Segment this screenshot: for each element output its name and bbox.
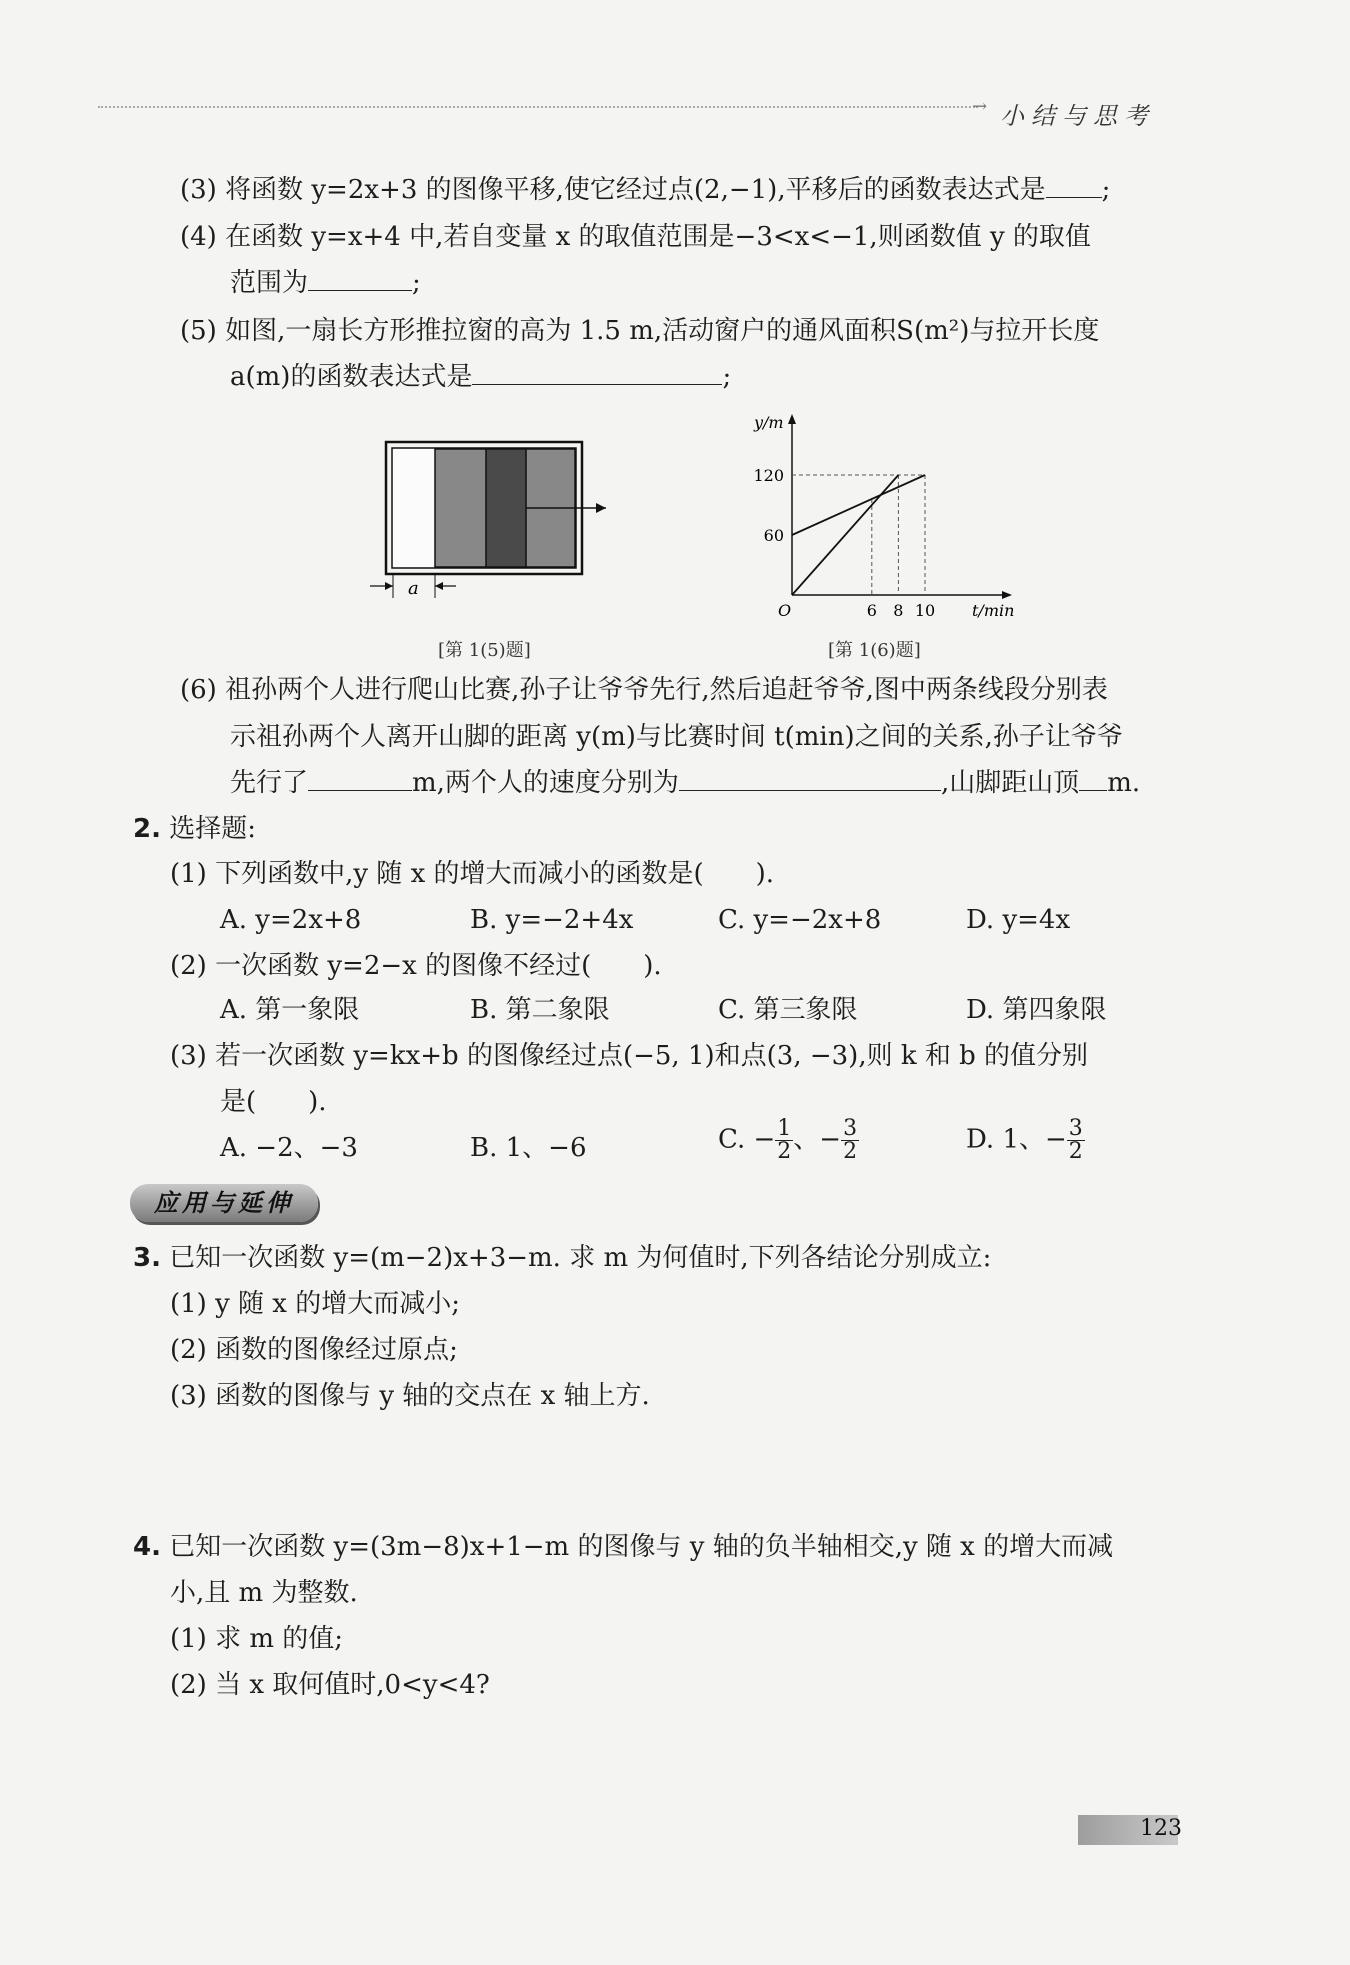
q1-part6-line1: (6) 祖孙两个人进行爬山比赛,孙子让爷爷先行,然后追赶爷爷,图中两条线段分别表 — [180, 675, 1108, 705]
q2-part3-line2: 是( ). — [220, 1087, 327, 1117]
answer-blank — [679, 766, 941, 791]
figure1-caption: [第 1(5)题] — [438, 640, 531, 661]
q2-part3-option-b: B. 1、−6 — [470, 1133, 587, 1163]
window-figure — [360, 430, 620, 600]
q2-part2-option-b: B. 第二象限 — [470, 995, 610, 1025]
answer-blank — [1046, 173, 1102, 198]
q2-part1-option-c: C. y=−2x+8 — [718, 905, 882, 935]
x-tick-label-10: 10 — [914, 601, 936, 620]
x-axis-label: t/min — [972, 601, 1015, 620]
q3-stem: 3. 已知一次函数 y=(m−2)x+3−m. 求 m 为何值时,下列各结论分别成立: — [133, 1243, 992, 1273]
x-axis-arrow-icon — [1002, 591, 1012, 599]
q1-part4-line1: (4) 在函数 y=x+4 中,若自变量 x 的取值范围是−3<x<−1,则函数值 y 的取值 — [180, 222, 1091, 252]
window-pane-sliding — [486, 449, 526, 567]
q1-part4-line2: 范围为 ; — [230, 268, 421, 298]
y-axis-label: y/m — [754, 413, 784, 432]
answer-blank — [308, 766, 412, 791]
q3-part3: (3) 函数的图像与 y 轴的交点在 x 轴上方. — [170, 1381, 650, 1411]
distance-time-chart — [740, 410, 1030, 625]
origin-label: O — [778, 601, 792, 620]
q3-part2: (2) 函数的图像经过原点; — [170, 1335, 458, 1365]
label-a: a — [408, 578, 419, 599]
q2-part3-option-c: C. − $\frac{1}{2}$ 、− $\frac{3}{2}$ — [718, 1116, 858, 1164]
q2-part3-option-a: A. −2、−3 — [220, 1133, 358, 1163]
q2-part1-option-b: B. y=−2+4x — [470, 905, 634, 935]
x-tick-label-8: 8 — [893, 601, 904, 620]
q2-part2-option-d: D. 第四象限 — [966, 995, 1107, 1025]
fraction-three-halves: $\frac{3}{2}$ — [843, 1116, 858, 1164]
q2-part2-option-c: C. 第三象限 — [718, 995, 858, 1025]
window-opening — [393, 449, 435, 567]
fraction-three-halves: $\frac{3}{2}$ — [1068, 1116, 1083, 1164]
x-tick-label-6: 6 — [866, 601, 877, 620]
q1-part5-line2: a(m)的函数表达式是 ; — [230, 362, 732, 392]
series-line-2 — [792, 475, 898, 595]
q2-part2-option-a: A. 第一象限 — [220, 995, 360, 1025]
q4-part2: (2) 当 x 取何值时,0<y<4? — [170, 1670, 490, 1700]
y-tick-label-60: 60 — [763, 526, 784, 545]
answer-blank — [1079, 766, 1107, 791]
q4-stem-line1: 4. 已知一次函数 y=(3m−8)x+1−m 的图像与 y 轴的负半轴相交,y 随 x 的增大而减 — [133, 1532, 1114, 1562]
series-line-1 — [792, 475, 925, 535]
q2-part3-option-d: D. 1、− $\frac{3}{2}$ — [966, 1116, 1083, 1164]
q1-part5-line1: (5) 如图,一扇长方形推拉窗的高为 1.5 m,活动窗户的通风面积S(m²)与拉开长度 — [180, 316, 1100, 346]
header-rule — [98, 106, 978, 108]
slide-arrowhead — [596, 503, 606, 513]
q2-part2-stem: (2) 一次函数 y=2−x 的图像不经过( ). — [170, 951, 662, 981]
q2-part1-stem: (1) 下列函数中,y 随 x 的增大而减小的函数是( ). — [170, 859, 775, 889]
answer-blank — [472, 360, 722, 385]
q2-part1-option-d: D. y=4x — [966, 905, 1071, 935]
q2-part3-line1: (3) 若一次函数 y=kx+b 的图像经过点(−5, 1)和点(3, −3),则 k 和 b 的值分别 — [170, 1041, 1089, 1071]
q1-part6-line3: 先行了 m,两个人的速度分别为 ,山脚距山顶 m. — [230, 768, 1141, 798]
q4-stem-line2: 小,且 m 为整数. — [170, 1578, 358, 1608]
header-arrow-icon: → — [972, 96, 988, 117]
q2-part1-option-a: A. y=2x+8 — [220, 905, 362, 935]
q1-part3: (3) 将函数 y=2x+3 的图像平移,使它经过点(2,−1),平移后的函数表达式是 ; — [180, 175, 1111, 205]
header-title: 小结与思考 — [1000, 102, 1155, 130]
fraction-one-half: $\frac{1}{2}$ — [777, 1116, 792, 1164]
y-axis-arrow-icon — [788, 414, 796, 424]
q4-part1: (1) 求 m 的值; — [170, 1624, 344, 1654]
q2-heading: 2. 选择题: — [133, 814, 256, 844]
q3-part1: (1) y 随 x 的增大而减小; — [170, 1289, 460, 1319]
page-number: 123 — [1140, 1816, 1182, 1841]
q1-part6-line2: 示祖孙两个人离开山脚的距离 y(m)与比赛时间 t(min)之间的关系,孙子让爷爷 — [230, 722, 1123, 752]
answer-blank — [308, 266, 412, 291]
section-badge: 应用与延伸 — [130, 1184, 318, 1222]
figure2-caption: [第 1(6)题] — [828, 640, 921, 661]
y-tick-label-120: 120 — [753, 466, 784, 485]
